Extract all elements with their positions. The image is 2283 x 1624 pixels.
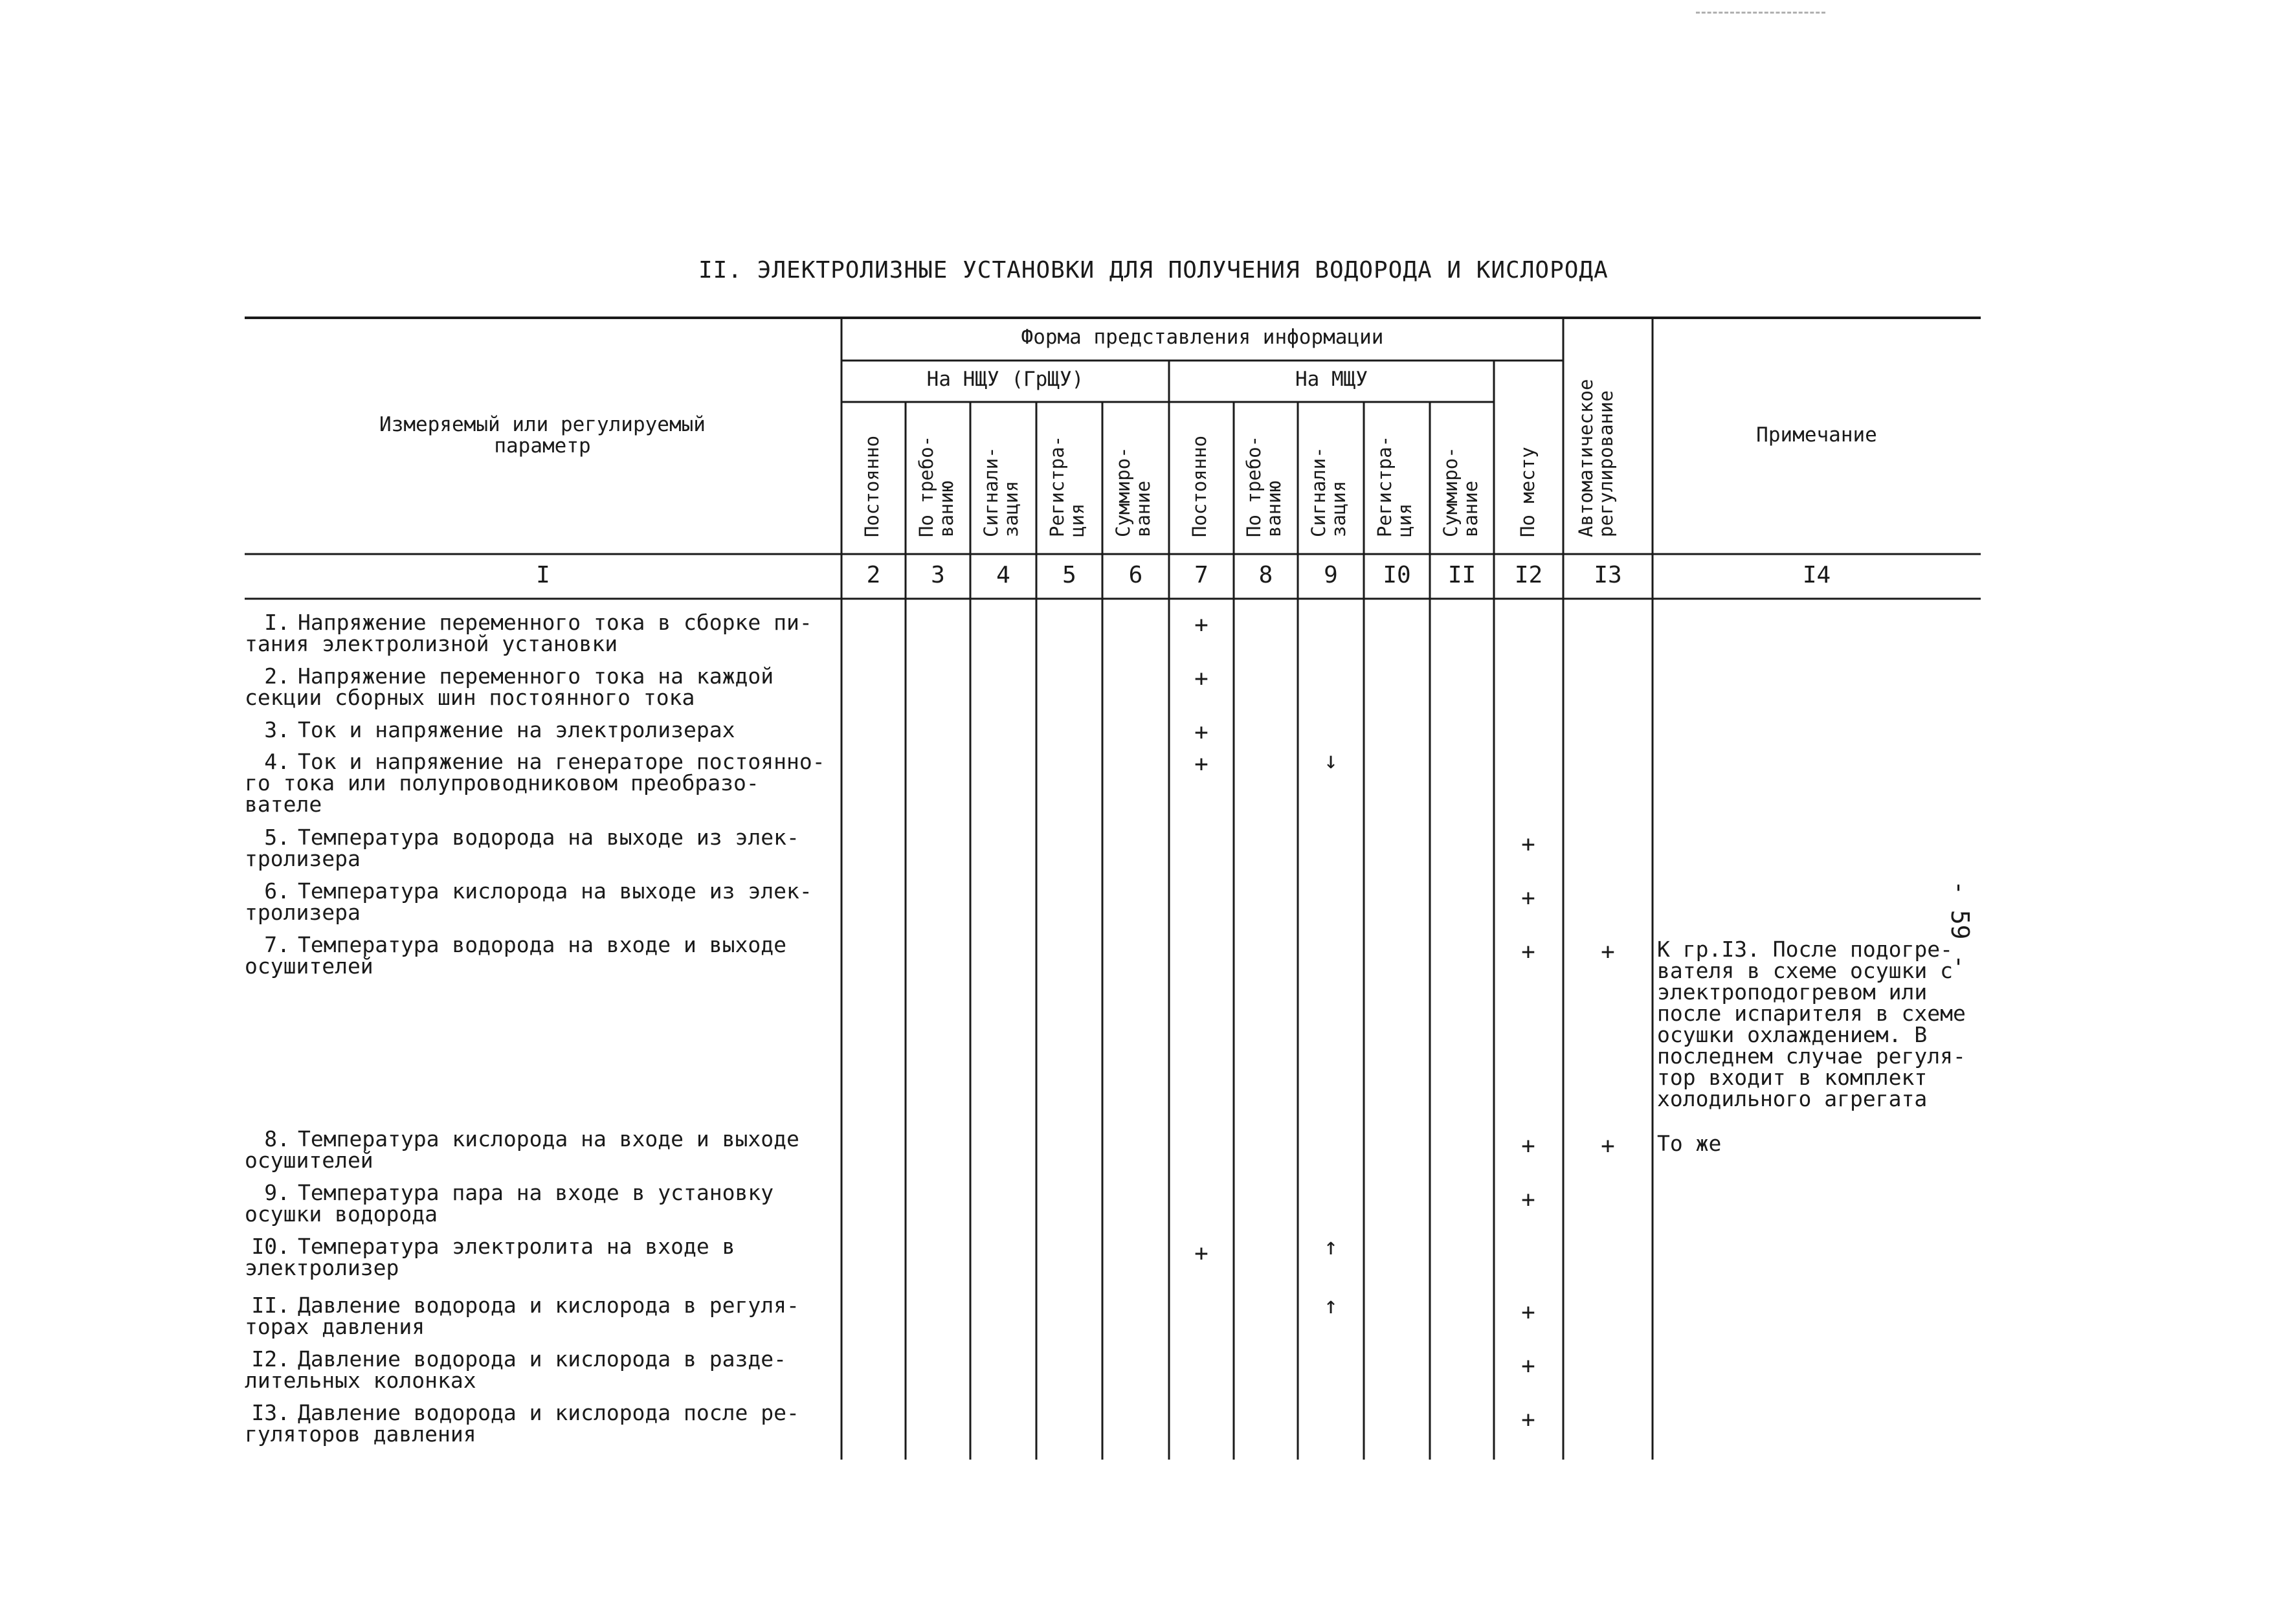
row-parameter: Температура пара на входе в установку осушки водорода	[245, 1180, 774, 1227]
mark-plus: +	[1194, 665, 1208, 692]
table-row	[245, 1128, 840, 1171]
row-number: 7.	[264, 932, 290, 957]
table-row	[245, 1236, 840, 1278]
page-title: II. ЭЛЕКТРОЛИЗНЫЕ УСТАНОВКИ ДЛЯ ПОЛУЧЕНИЯ ВОДОРОДА И КИСЛОРОДА	[698, 257, 1609, 284]
down-arrow-icon: ↓	[1324, 748, 1338, 774]
row-number: 4.	[264, 749, 290, 774]
row-number: 5.	[264, 825, 290, 850]
row-number: I.	[264, 610, 290, 635]
col-number: 5	[1062, 562, 1076, 588]
table-row	[245, 880, 840, 923]
table-row	[245, 827, 840, 869]
row-parameter: Ток и напряжение на генераторе постоянно- го тока или полупроводниковом преобразо- вателе	[245, 749, 825, 817]
row-number: 3.	[264, 717, 290, 742]
row-parameter: Ток и напряжение на электролизерах	[298, 717, 735, 742]
mark-plus: +	[1194, 612, 1208, 638]
up-arrow-icon: ↑	[1324, 1293, 1338, 1319]
col-number: I2	[1514, 562, 1543, 588]
col-number: II	[1447, 562, 1476, 588]
nschu-constant-header: Постоянно	[861, 435, 883, 537]
row-number: I0.	[251, 1234, 290, 1259]
row-parameter: Температура кислорода на выходе из элек- тролизера	[245, 878, 812, 925]
col-number: 7	[1194, 562, 1208, 588]
row-parameter: Температура водорода на входе и выходе осушителей	[245, 932, 786, 979]
row-number: 9.	[264, 1180, 290, 1205]
col-number: 2	[866, 562, 881, 588]
row-number: 6.	[264, 878, 290, 904]
mschu-summation-header: Суммиро- вание	[1440, 447, 1482, 537]
row-parameter: Напряжение переменного тока на каждой секции сборных шин постоянного тока	[245, 663, 774, 710]
mark-plus: +	[1601, 1133, 1615, 1159]
row-parameter: Температура кислорода на входе и выходе осушителей	[245, 1126, 799, 1173]
mark-plus: +	[1521, 1353, 1535, 1379]
col-number: I3	[1594, 562, 1622, 588]
mschu-recording-header: Регистра- ция	[1374, 435, 1416, 537]
mark-plus: +	[1521, 1133, 1535, 1159]
mark-plus: +	[1521, 1299, 1535, 1326]
row-parameter: Температура электролита на входе в электролизер	[245, 1234, 735, 1280]
auto-regulation-header: Автоматическое регулирование	[1575, 379, 1617, 537]
mschu-group-header: На МЩУ	[1295, 368, 1368, 391]
row-number: 2.	[264, 663, 290, 689]
col-number: I4	[1802, 562, 1831, 588]
table-row	[245, 665, 840, 708]
table-row	[245, 612, 840, 654]
mark-plus: +	[1194, 719, 1208, 746]
mark-plus: +	[1194, 751, 1208, 777]
mark-plus: +	[1521, 1407, 1535, 1433]
up-arrow-icon: ↑	[1324, 1234, 1338, 1260]
mark-plus: +	[1521, 885, 1535, 911]
form-header: Форма представления информации	[1021, 326, 1384, 349]
row-parameter: Напряжение переменного тока в сборке пи- тания электролизной установки	[245, 610, 812, 656]
table-row	[245, 719, 840, 740]
row-parameter: Давление водорода и кислорода в разде- лительных колонках	[245, 1346, 786, 1393]
nschu-group-header: На НЩУ (ГрЩУ)	[926, 368, 1084, 391]
on-site-header: По месту	[1517, 447, 1539, 537]
table-row	[245, 934, 840, 977]
table-row	[245, 751, 840, 815]
row-note: То же	[1657, 1131, 1722, 1156]
nschu-alarm-header: Сигнали- зация	[980, 447, 1022, 537]
row-note: К гр.I3. После подогре- вателя в схеме осушки с электроподогревом или после испарителя в схеме осушки охлаждением. В последнем случае регуля- тор входит в комплект холодильного агрегата	[1657, 937, 1966, 1111]
mschu-on-demand-header: По требо- ванию	[1243, 435, 1285, 537]
nschu-summation-header: Суммиро- вание	[1112, 447, 1154, 537]
col-number: 9	[1324, 562, 1338, 588]
table-row	[245, 1402, 840, 1445]
col-number: 3	[931, 562, 945, 588]
table-row	[245, 1348, 840, 1391]
row-parameter: Давление водорода и кислорода после ре- гуляторов давления	[245, 1400, 799, 1447]
col-number: 4	[996, 562, 1010, 588]
col-number: I	[536, 562, 550, 588]
param-header: Измеряемый или регулируемый параметр	[379, 413, 706, 458]
mark-plus: +	[1194, 1240, 1208, 1267]
mschu-alarm-header: Сигнали- зация	[1308, 447, 1350, 537]
row-number: 8.	[264, 1126, 290, 1151]
table-row	[245, 1295, 840, 1337]
col-number: I0	[1383, 562, 1411, 588]
mark-plus: +	[1521, 939, 1535, 965]
mark-plus: +	[1521, 831, 1535, 858]
row-number: I2.	[251, 1346, 290, 1372]
row-parameter: Температура водорода на выходе из элек- тролизера	[245, 825, 799, 871]
col-number: 8	[1258, 562, 1273, 588]
mark-plus: +	[1521, 1186, 1535, 1213]
nschu-on-demand-header: По требо- ванию	[915, 435, 957, 537]
nschu-recording-header: Регистра- ция	[1046, 435, 1088, 537]
note-header: Примечание	[1756, 423, 1877, 447]
mark-plus: +	[1601, 939, 1615, 965]
table-row	[245, 1182, 840, 1225]
row-parameter: Давление водорода и кислорода в регуля- торах давления	[245, 1293, 799, 1339]
col-number: 6	[1128, 562, 1143, 588]
row-number: II.	[251, 1293, 290, 1318]
page-number: - 59 -	[1946, 880, 1974, 970]
row-number: I3.	[251, 1400, 290, 1425]
mschu-constant-header: Постоянно	[1188, 435, 1210, 537]
